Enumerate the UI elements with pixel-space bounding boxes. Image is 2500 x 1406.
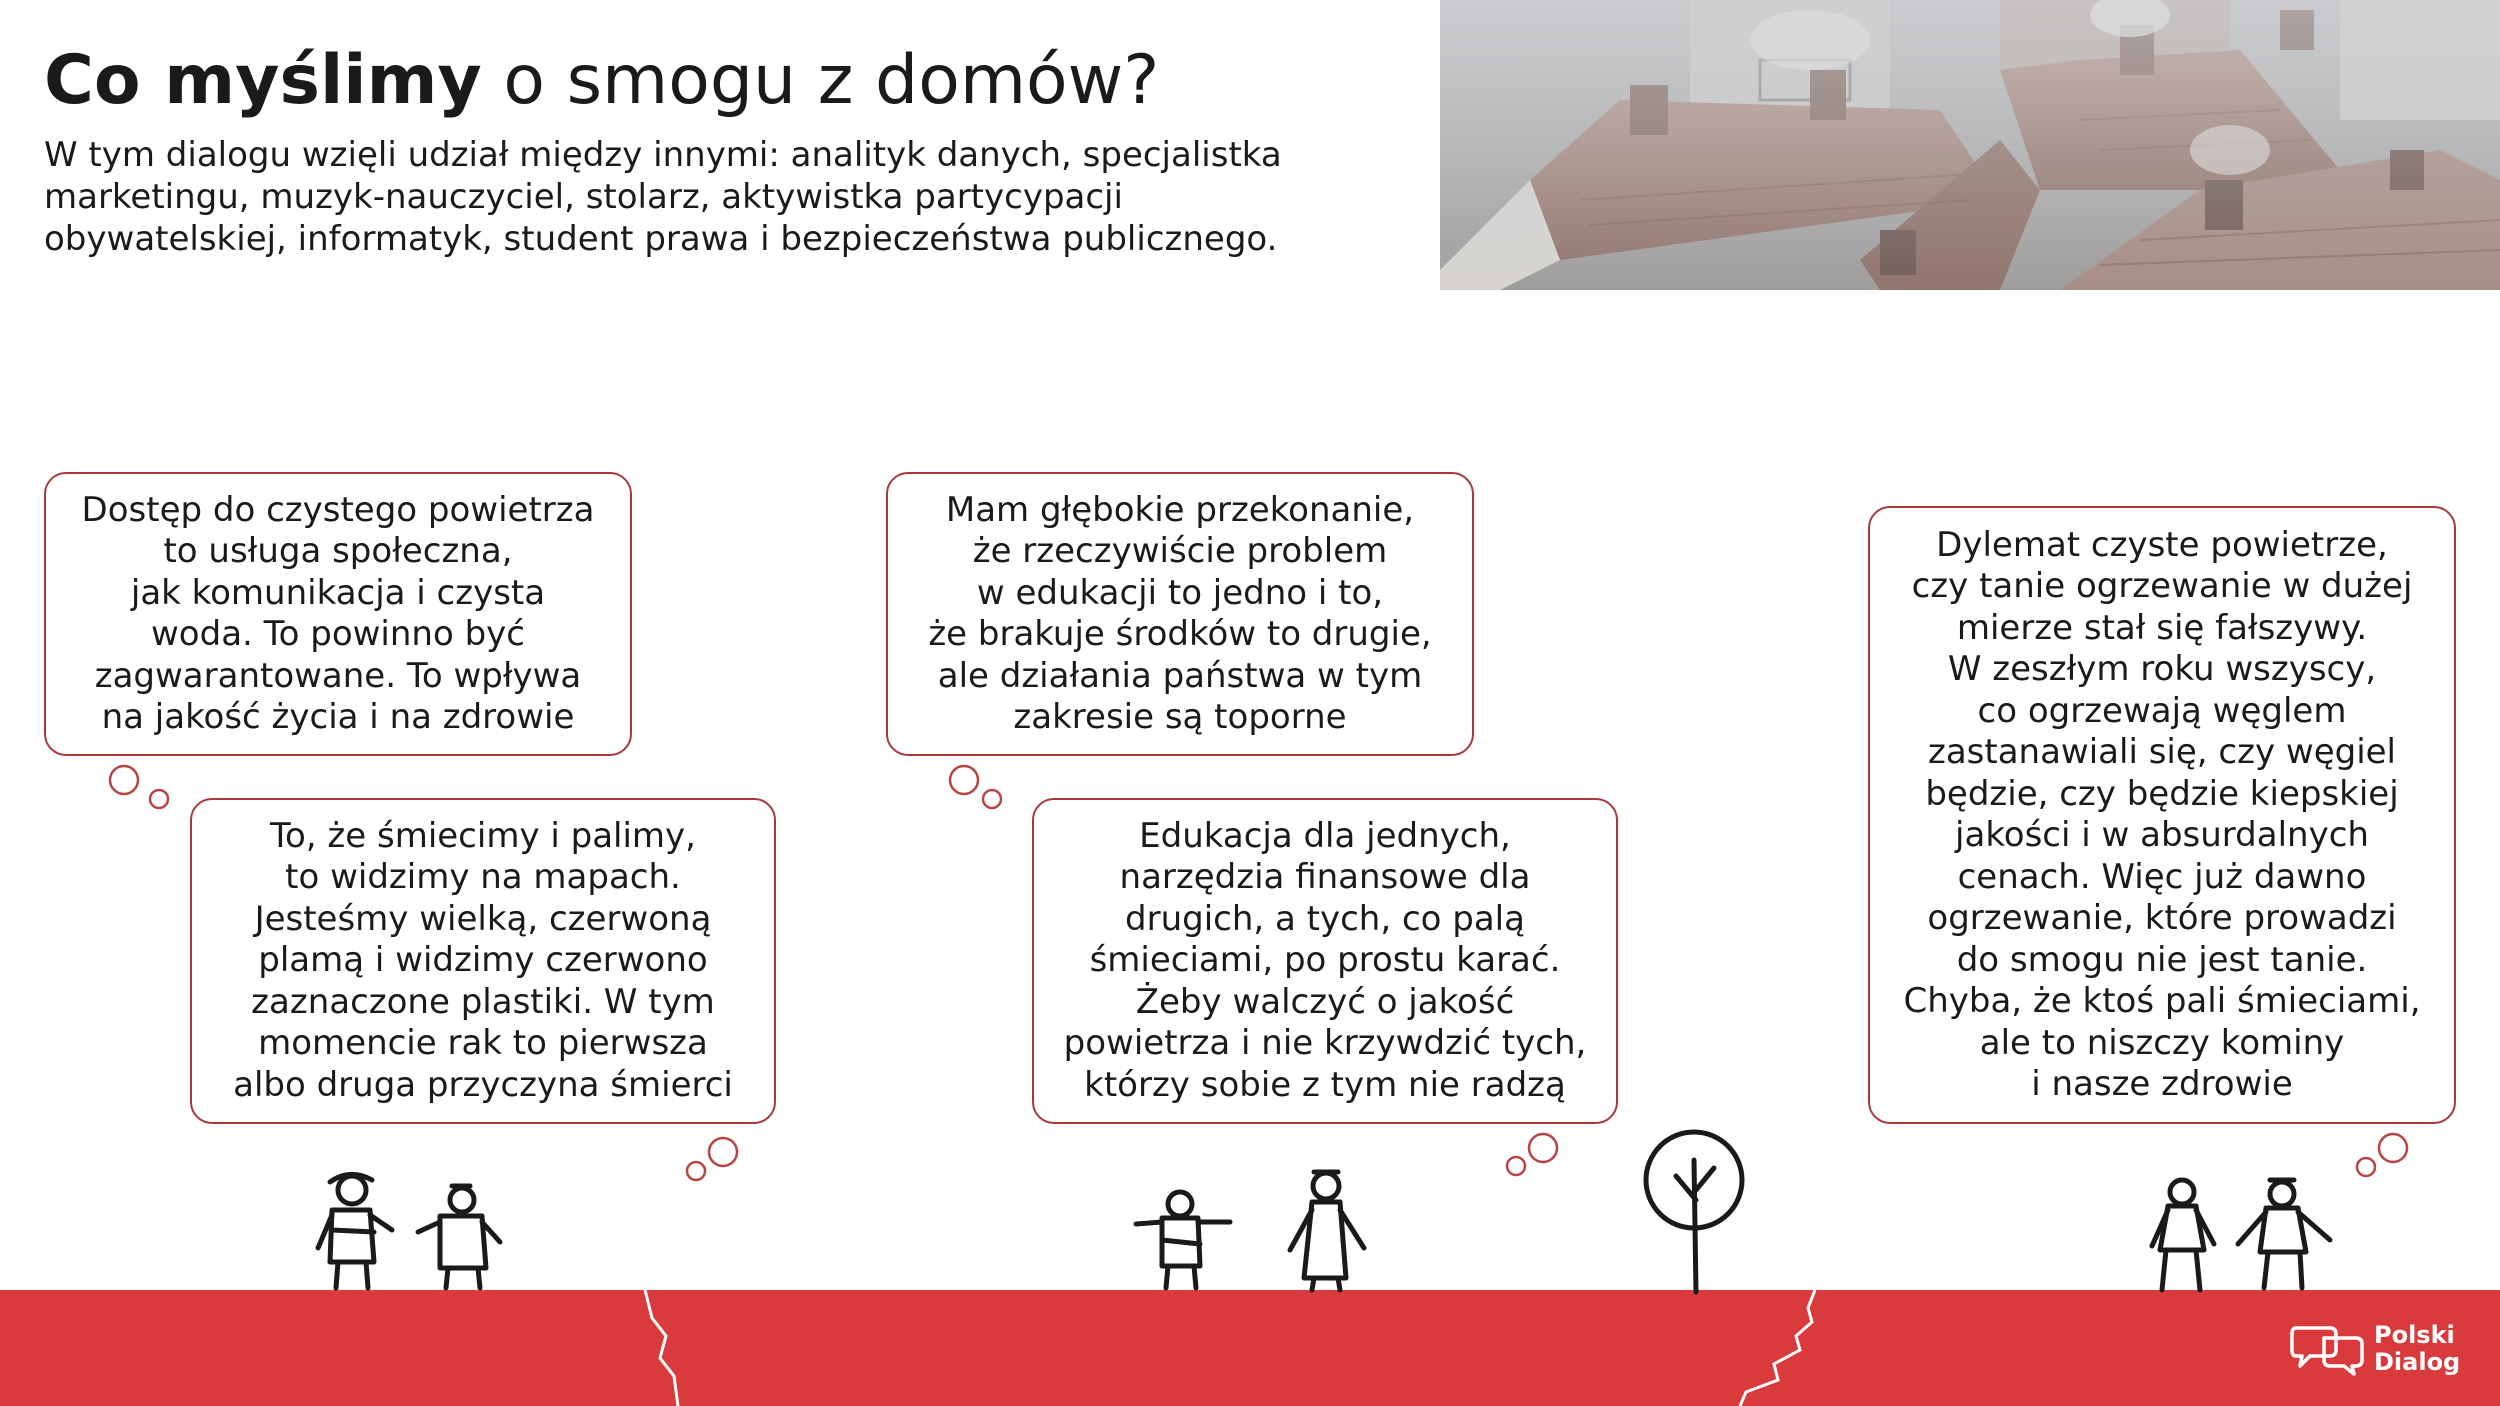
bubble-line: jak komunikacja i czysta bbox=[130, 572, 546, 613]
person-figure bbox=[318, 1174, 392, 1288]
bubble-line: To, że śmiecimy i palimy, bbox=[270, 815, 696, 856]
bubble-line: że brakuje środków to drugie, bbox=[928, 614, 1432, 654]
bubble-line: i nasze zdrowie bbox=[2031, 1064, 2293, 1104]
bubble-line: w edukacji to jedno i to, bbox=[976, 572, 1384, 613]
bubble-line: momencie rak to pierwsza bbox=[258, 1023, 708, 1064]
bubble-line: to widzimy na mapach. bbox=[285, 857, 681, 898]
bubble-line: Dylemat czyste powietrze, bbox=[1936, 524, 2388, 565]
bubble-line: którzy sobie z tym nie radzą bbox=[1084, 1064, 1566, 1105]
bubble-line: albo druga przyczyna śmierci bbox=[233, 1064, 733, 1105]
logo-line: Polski bbox=[2374, 1321, 2455, 1349]
bubble-line: Edukacja dla jednych, bbox=[1139, 815, 1511, 856]
thought-circle bbox=[2379, 1134, 2407, 1162]
subtitle-line: W tym dialogu wzięli udział między innymi: analityk danych, specjalistka bbox=[44, 135, 1282, 175]
red-ground-band bbox=[0, 1290, 2500, 1406]
bubble-line: ale to niszczy kominy bbox=[1979, 1022, 2345, 1063]
person-figure bbox=[2152, 1180, 2214, 1290]
subtitle-line: obywatelskiej, informatyk, student prawa i bezpieczeństwa publicznego. bbox=[44, 219, 1278, 259]
thought-circle bbox=[983, 790, 1001, 808]
person-figure bbox=[418, 1186, 500, 1288]
bubble-line: woda. To powinno być bbox=[151, 614, 525, 654]
title-bold-part: Co myślimy bbox=[44, 41, 482, 120]
thought-circle bbox=[150, 790, 168, 808]
bubble-line: to usługa społeczna, bbox=[163, 531, 513, 571]
bubble-line: plamą i widzimy czerwono bbox=[258, 940, 708, 981]
bubble-line: jakości i w absurdalnych bbox=[1955, 815, 2369, 855]
person-figure bbox=[1290, 1172, 1364, 1290]
bubble-line: zastanawiali się, czy węgiel bbox=[1927, 732, 2396, 772]
bubble-line: Dostęp do czystego powietrza bbox=[81, 489, 595, 530]
bubble-line: na jakość życia i na zdrowie bbox=[101, 697, 575, 737]
title-regular-part: o smogu z domów? bbox=[503, 41, 1160, 120]
bubble-line: zagwarantowane. To wpływa bbox=[94, 655, 582, 696]
logo-line: Dialog bbox=[2374, 1348, 2461, 1376]
subtitle-line: marketingu, muzyk-nauczyciel, stolarz, aktywistka partycypacji bbox=[44, 177, 1123, 217]
thought-circle bbox=[1529, 1134, 1557, 1162]
thought-circle bbox=[709, 1138, 737, 1166]
bubble-line: zakresie są toporne bbox=[1013, 697, 1347, 737]
bubble-line: ale działania państwa w tym bbox=[937, 655, 1423, 696]
bubble-line: narzędzia finansowe dla bbox=[1119, 857, 1531, 898]
tree-icon bbox=[1646, 1132, 1742, 1292]
thought-circle bbox=[1507, 1157, 1525, 1175]
speech-bubbles-icon bbox=[2290, 1320, 2366, 1376]
thought-circle bbox=[110, 766, 138, 794]
bubble-line: drugich, a tych, co palą bbox=[1125, 898, 1525, 939]
person-figure bbox=[2238, 1180, 2330, 1288]
bubble-line: że rzeczywiście problem bbox=[972, 531, 1388, 571]
polski-dialog-logo bbox=[2290, 1320, 2470, 1380]
bubble-line: W zeszłym roku wszyscy, bbox=[1947, 649, 2377, 689]
bubble-line: ogrzewanie, które prowadzi bbox=[1927, 898, 2397, 938]
bubble-line: zaznaczone plastiki. W tym bbox=[251, 981, 715, 1022]
bubble-line: Chyba, że ktoś pali śmieciami, bbox=[1903, 981, 2421, 1021]
person-figure bbox=[1136, 1192, 1230, 1288]
thought-circle bbox=[687, 1162, 705, 1180]
bubble-line: śmieciami, po prostu karać. bbox=[1089, 940, 1561, 981]
logo-wordmark bbox=[2374, 1322, 2460, 1376]
thought-circle bbox=[2357, 1158, 2375, 1176]
bubble-line: do smogu nie jest tanie. bbox=[1956, 939, 2368, 980]
thought-circle bbox=[950, 766, 978, 794]
bubble-line: będzie, czy będzie kiepskiej bbox=[1925, 773, 2399, 814]
bubble-line: powietrza i nie krzywdzić tych, bbox=[1063, 1023, 1587, 1064]
bubble-line: Żeby walczyć o jakość bbox=[1135, 981, 1515, 1022]
bubble-line: Jesteśmy wielką, czerwoną bbox=[254, 898, 712, 939]
bubble-line: Mam głębokie przekonanie, bbox=[945, 489, 1415, 530]
bubble-line: co ogrzewają węglem bbox=[1977, 690, 2347, 731]
bubble-line: czy tanie ogrzewanie w dużej bbox=[1911, 566, 2413, 606]
bubble-line: cenach. Więc już dawno bbox=[1957, 856, 2367, 897]
bubble-line: mierze stał się fałszywy. bbox=[1956, 607, 2368, 648]
